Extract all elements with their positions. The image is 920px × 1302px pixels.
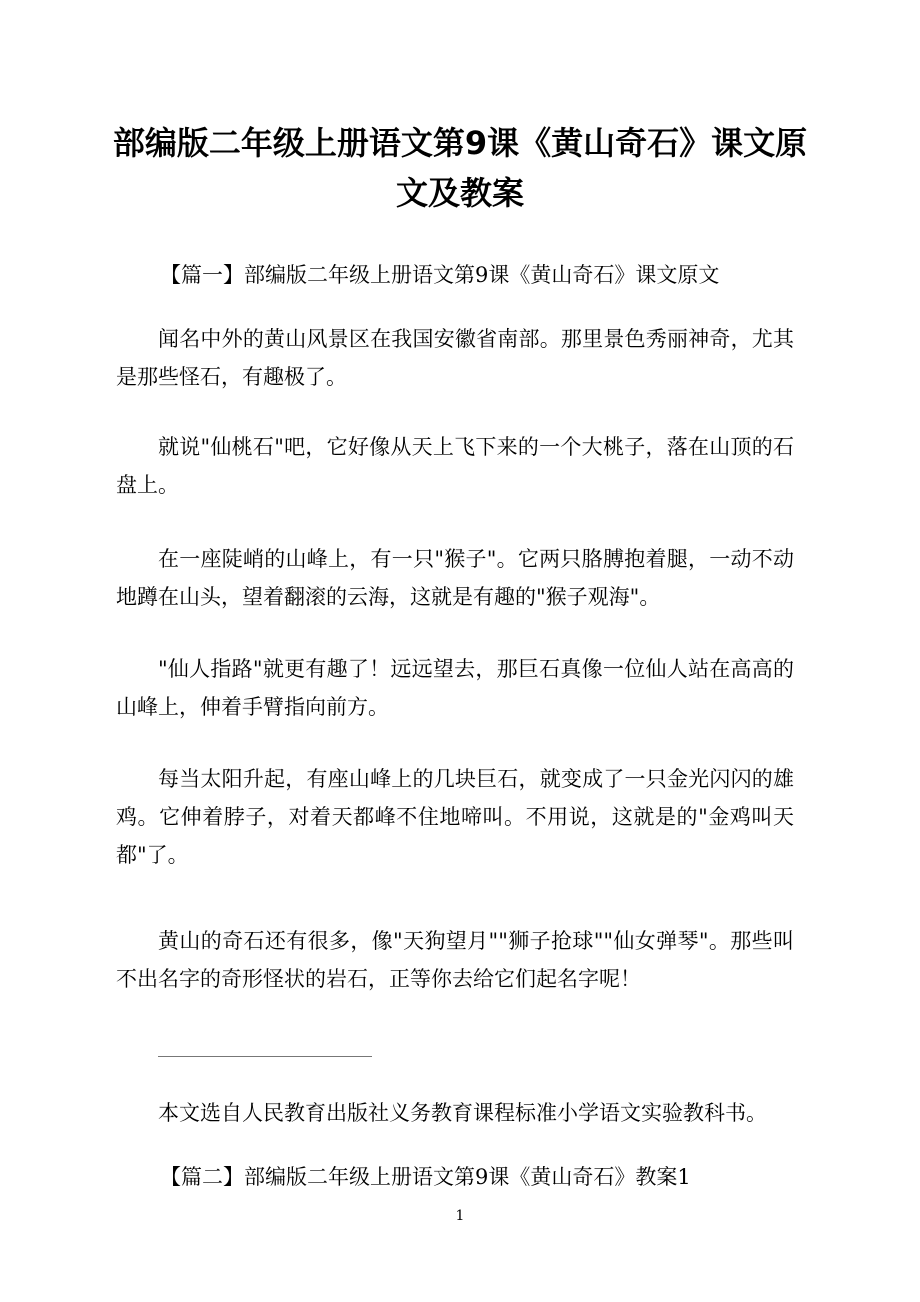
section-one-heading: 【篇一】部编版二年级上册语文第9课《黄山奇石》课文原文 <box>160 263 720 287</box>
page-number: 1 <box>455 1208 465 1224</box>
paragraph-immortal: "仙人指路"就更有趣了！远远望去，那巨石真像一位仙人站在高高的山峰上，伸着手臂指向前方。 <box>116 657 794 719</box>
source-note: 本文选自人民教育出版社义务教育课程标准小学语文实验教科书。 <box>158 1101 767 1125</box>
paragraph-golden-rooster: 每当太阳升起，有座山峰上的几块巨石，就变成了一只金光闪闪的雄鸡。它伸着脖子，对着天都峰不住地啼叫。不用说，这就是的"金鸡叫天都"了。 <box>116 767 794 867</box>
document-title: 部编版二年级上册语文第9课《黄山奇石》课文原文及教案 <box>112 124 808 212</box>
section-two-heading: 【篇二】部编版二年级上册语文第9课《黄山奇石》教案1 <box>160 1165 691 1189</box>
paragraph-peach-stone: 就说"仙桃石"吧，它好像从天上飞下来的一个大桃子，落在山顶的石盘上。 <box>116 435 794 497</box>
footnote-divider <box>158 1056 372 1057</box>
paragraph-intro: 闻名中外的黄山风景区在我国安徽省南部。那里景色秀丽神奇，尤其是那些怪石，有趣极了。 <box>116 327 794 389</box>
paragraph-closing: 黄山的奇石还有很多，像"天狗望月""狮子抢球""仙女弹琴"。那些叫不出名字的奇形怪状的岩石，正等你去给它们起名字呢！ <box>116 929 794 991</box>
paragraph-monkey: 在一座陡峭的山峰上，有一只"猴子"。它两只胳膊抱着腿，一动不动地蹲在山头，望着翻滚的云海，这就是有趣的"猴子观海"。 <box>116 547 794 609</box>
